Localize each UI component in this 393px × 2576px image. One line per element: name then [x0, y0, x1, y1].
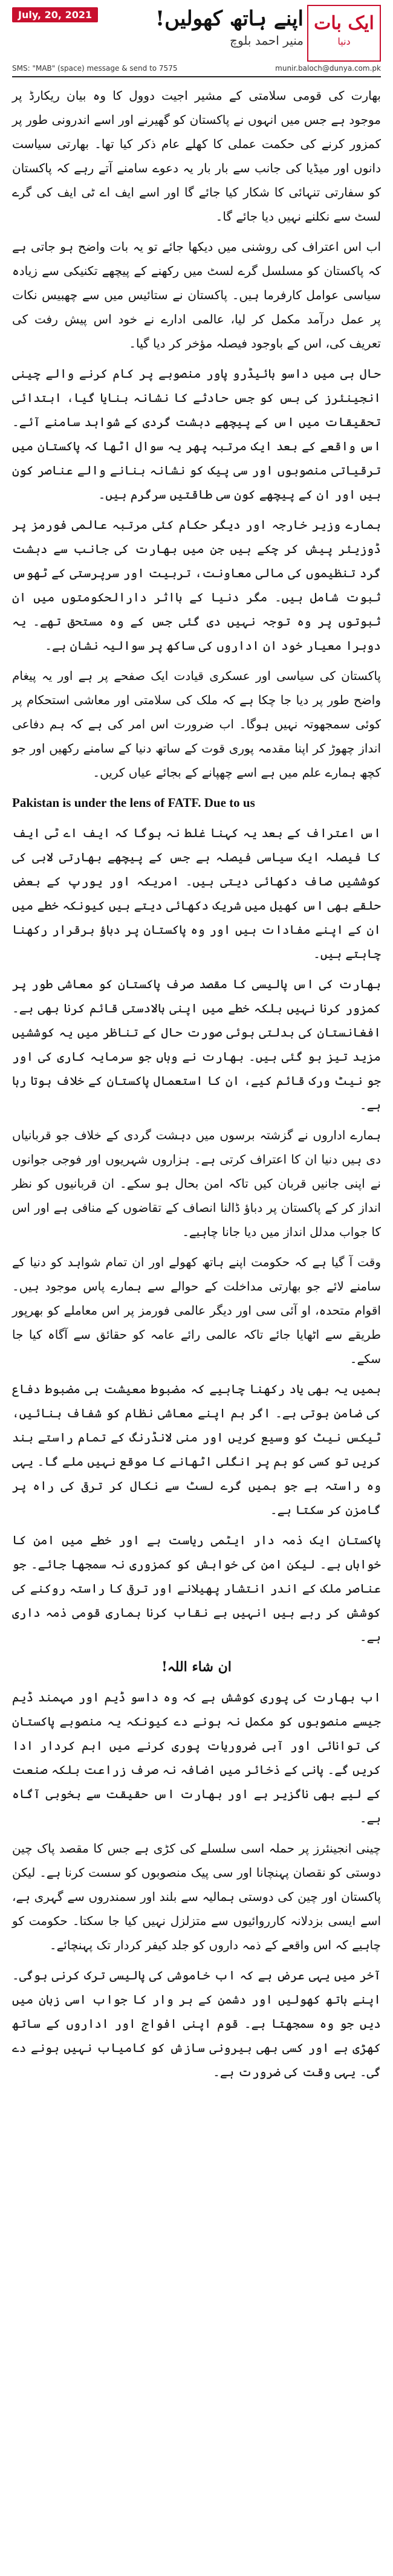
paragraph: بھارت کی اس پالیسی کا مقصد صرف پاکستان کو معاشی طور پر کمزور کرنا نہیں بلکہ خطے میں اپنی بالادستی قائم کرنا بھی ہے۔ افغانستان کی بدلتی ہوئی صورت حال کے تناظر میں یہ کوششیں مزید تیز ہو گئی ہیں۔ بھارت نے وہاں جو سرمایہ کاری کی اور جو نیٹ ورک قائم کیے، ان کا استعمال پاکستان کے خلاف ہوتا رہا ہے۔	[12, 977, 381, 1112]
paragraph: حال ہی میں داسو ہائیڈرو پاور منصوبے پر کام کرنے والے چینی انجینئرز کی بس کو جس حادثے کا نشانہ بنایا گیا، ابتدائی تحقیقات میں اس کے پیچھے دہشت گردی کے شواہد سامنے آئے۔ اس واقعے کے بعد ایک مرتبہ پھر یہ سوال اٹھا کہ پاکستان میں ترقیاتی منصوبوں اور سی پیک کو نشانہ بنانے والے عناصر کون ہیں اور ان کے پیچھے کون سی طاقتیں سرگرم ہیں۔	[12, 366, 381, 502]
paragraph: بھارت کی قومی سلامتی کے مشیر اجیت دوول کا وہ بیان ریکارڈ پر موجود ہے جس میں انہوں نے پاکستان کو گھیرنے اور اسے اندرونی طور پر کمزور کرنے کی حکمت عملی کا کھلے عام ذکر کیا تھا۔ بھارتی سیاست دانوں اور میڈیا کی جانب سے بار بار یہ دعوے سامنے آتے رہے کہ پاکستان کو سفارتی تنہائی کا شکار کیا جائے گا اور اسے ایف اے ٹی ایف کی گرے لسٹ سے نکلنے نہیں دیا جائے گا۔	[12, 88, 381, 224]
section-signoff: ان شاء اللہ!	[161, 1659, 232, 1675]
paragraph: اب بھارت کی پوری کوشش ہے کہ وہ داسو ڈیم اور مہمند ڈیم جیسے منصوبوں کو مکمل نہ ہونے دے کیونکہ یہ منصوبے پاکستان کی توانائی اور آبی ضروریات پوری کرنے میں اہم کردار ادا کریں گے۔ پانی کے ذخائر میں اضافہ نہ صرف زراعت بلکہ صنعت کے لیے بھی ناگزیر ہے اور بھارت اس حقیقت سے بخوبی آگاہ ہے۔	[12, 1690, 381, 1825]
date-badge: July, 20, 2021	[12, 7, 98, 22]
paragraph: چینی انجینئرز پر حملہ اسی سلسلے کی کڑی ہے جس کا مقصد پاک چین دوستی کو نقصان پہنچانا اور سی پیک منصوبوں کو سست کرنا ہے۔ لیکن پاکستان اور چین کی دوستی ہمالیہ سے بلند اور سمندروں سے گہری ہے، اسے ایسی بزدلانہ کارروائیوں سے متزلزل نہیں کیا جا سکتا۔ حکومت کو چاہیے کہ اس واقعے کے ذمہ داروں کو جلد کیفر کردار تک پہنچائے۔	[12, 1841, 381, 1952]
english-line: Pakistan is under the lens of FATF. Due to us	[12, 795, 255, 810]
author-email[interactable]: munir.baloch@dunya.com.pk	[275, 64, 381, 73]
article-body	[12, 83, 381, 2090]
paragraph: ہمارے وزیر خارجہ اور دیگر حکام کئی مرتبہ عالمی فورمز پر ڈوزیئر پیش کر چکے ہیں جن میں بھارت کی جانب سے دہشت گرد تنظیموں کی مالی معاونت، تربیت اور سرپرستی کے ٹھوس ثبوت شامل ہیں۔ مگر دنیا کے بااثر دارالحکومتوں میں ان ثبوتوں پر وہ توجہ نہیں دی گئی جس کے وہ مستحق تھے۔ یہ دوہرا معیار خود ان اداروں کی ساکھ پر سوالیہ نشان ہے۔	[12, 517, 381, 653]
logo-subtitle: دنیا	[337, 36, 351, 47]
column-header	[12, 5, 381, 77]
column-logo	[307, 5, 381, 62]
paragraph: پاکستان ایک ذمہ دار ایٹمی ریاست ہے اور خطے میں امن کا خواہاں ہے۔ لیکن امن کی خواہش کو کمزوری نہ سمجھا جائے۔ جو عناصر ملک کے اندر انتشار پھیلانے اور ترقی کا راستہ روکنے کی کوشش کر رہے ہیں انہیں بے نقاب کرنا ہماری قومی ذمہ داری ہے۔	[12, 1533, 381, 1644]
paragraph: وقت آ گیا ہے کہ حکومت اپنے ہاتھ کھولے اور ان تمام شواہد کو دنیا کے سامنے لائے جو بھارتی مداخلت کے حوالے سے ہمارے پاس موجود ہیں۔ اقوام متحدہ، او آئی سی اور دیگر عالمی فورمز پر اس معاملے کو بھرپور طریقے سے اٹھایا جائے تاکہ عالمی رائے عامہ کو حقائق سے آگاہ کیا جا سکے۔	[12, 1255, 381, 1366]
author-name: منیر احمد بلوچ	[230, 33, 304, 48]
paragraph: آخر میں یہی عرض ہے کہ اب خاموشی کی پالیسی ترک کرنی ہوگی۔ اپنے ہاتھ کھولیں اور دشمن کے ہر وار کا جواب اسی زبان میں دیں جو وہ سمجھتا ہے۔ قوم اپنی افواج اور اداروں کے ساتھ کھڑی ہے اور کسی بھی بیرونی سازش کو کامیاب نہیں ہونے دے گی۔ یہی وقت کی ضرورت ہے۔	[12, 1968, 381, 2079]
paragraph: پاکستان کی سیاسی اور عسکری قیادت ایک صفحے پر ہے اور یہ پیغام واضح طور پر دیا جا چکا ہے کہ ملک کی سلامتی اور معاشی استحکام پر کوئی سمجھوتہ نہیں ہوگا۔ اب ضرورت اس امر کی ہے کہ ہم دفاعی انداز چھوڑ کر اپنا مقدمہ پوری قوت کے ساتھ دنیا کے سامنے رکھیں اور جو کچھ ہمارے علم میں ہے اسے چھپانے کے بجائے عیاں کریں۔	[12, 668, 381, 780]
title-block	[122, 5, 304, 51]
paragraph: ہمیں یہ بھی یاد رکھنا چاہیے کہ مضبوط معیشت ہی مضبوط دفاع کی ضامن ہوتی ہے۔ اگر ہم اپنے معاشی نظام کو شفاف بنائیں، ٹیکس نیٹ کو وسیع کریں اور منی لانڈرنگ کے تمام راستے بند کریں تو کسی کو ہم پر انگلی اٹھانے کا موقع نہیں ملے گا۔ یہی وہ راستہ ہے جو ہمیں گرے لسٹ سے نکال کر ترقی کی راہ پر گامزن کر سکتا ہے۔	[12, 1382, 381, 1517]
paragraph: اب اس اعتراف کی روشنی میں دیکھا جائے تو یہ بات واضح ہو جاتی ہے کہ پاکستان کو مسلسل گرے لسٹ میں رکھنے کے پیچھے تکنیکی سے زیادہ سیاسی عوامل کارفرما ہیں۔ پاکستان نے ستائیس میں سے چھبیس نکات پر عمل درآمد مکمل کر لیا، عالمی ادارے نے خود اس پیش رفت کی تعریف کی، اس کے باوجود فیصلہ مؤخر کر دیا گیا۔	[12, 239, 381, 351]
header-divider	[12, 76, 381, 77]
logo-title: ایک بات	[314, 13, 374, 34]
paragraph: اس اعتراف کے بعد یہ کہنا غلط نہ ہوگا کہ ایف اے ٹی ایف کا فیصلہ ایک سیاسی فیصلہ ہے جس کے پیچھے بھارتی لابی کی کوششیں صاف دکھائی دیتی ہیں۔ امریکہ اور یورپ کے بعض حلقے بھی اس کھیل میں شریک دکھائی دیتے ہیں کیونکہ خطے میں ان کے اپنے مفادات ہیں اور وہ پاکستان پر دباؤ برقرار رکھنا چاہتے ہیں۔	[12, 826, 381, 961]
date-block	[12, 7, 121, 22]
column-headline: اپنے ہاتھ کھولیں!	[155, 7, 304, 31]
sms-info: SMS: "MAB" (space) message & send to 7575	[12, 64, 178, 73]
paragraph: ہمارے اداروں نے گزشتہ برسوں میں دہشت گردی کے خلاف جو قربانیاں دی ہیں دنیا ان کا اعتراف کرتی ہے۔ ہزاروں شہریوں اور فوجی جوانوں نے اپنی جانیں قربان کیں تاکہ امن بحال ہو سکے۔ ان قربانیوں کو نظر انداز کر کے پاکستان پر دباؤ ڈالنا انصاف کے تقاضوں کے منافی ہے اور اس کا جواب مدلل انداز میں دیا جانا چاہیے۔	[12, 1128, 381, 1239]
